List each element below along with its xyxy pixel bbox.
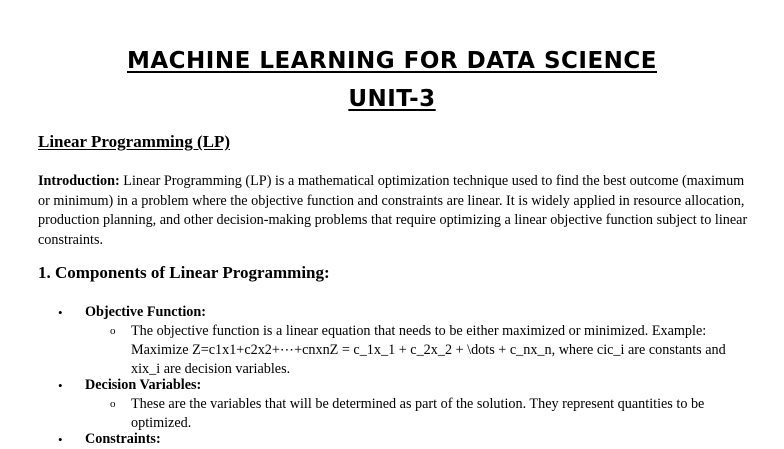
document-title: MACHINE LEARNING FOR DATA SCIENCE <box>126 48 657 74</box>
bullet-icon: • <box>58 305 63 320</box>
bullet-icon: • <box>58 432 63 447</box>
list-item-label: Decision Variables: <box>85 377 202 393</box>
unit-title: UNIT-3 <box>348 86 436 112</box>
intro-text: Linear Programming (LP) is a mathematical optimization technique used to find the best outcome (maximum or minimum) in a problem where the objective function and constraints are linear. It is widely applied in resource allocation, production planning, and other decision-making problems that require optimizing a linear objective function subject to linear constraints. <box>38 173 748 248</box>
sub-list-item-text: The objective function is a linear equation that needs to be either maximized or minimized. Example: Maximize Z=c1x1+c2x2+⋯+cnxnZ = c_1x_1 + c_2x_2 + \dots + c_nx_n, where cic_i are constants and xix_i are decision variables. <box>131 323 726 377</box>
sub-bullet-icon: o <box>110 325 116 337</box>
intro-paragraph <box>38 172 758 250</box>
components-heading: 1. Components of Linear Programming: <box>38 263 330 282</box>
sub-bullet-icon: o <box>110 398 116 410</box>
section-heading: Linear Programming (LP) <box>38 132 231 151</box>
list-item-label: Constraints: <box>85 431 161 447</box>
bullet-icon: • <box>58 378 63 393</box>
intro-lead: Introduction: <box>38 173 120 189</box>
sub-list-item-text: These are the variables that will be determined as part of the solution. They represent quantities to be optimized. <box>131 396 705 431</box>
list-item-label: Objective Function: <box>85 304 206 320</box>
